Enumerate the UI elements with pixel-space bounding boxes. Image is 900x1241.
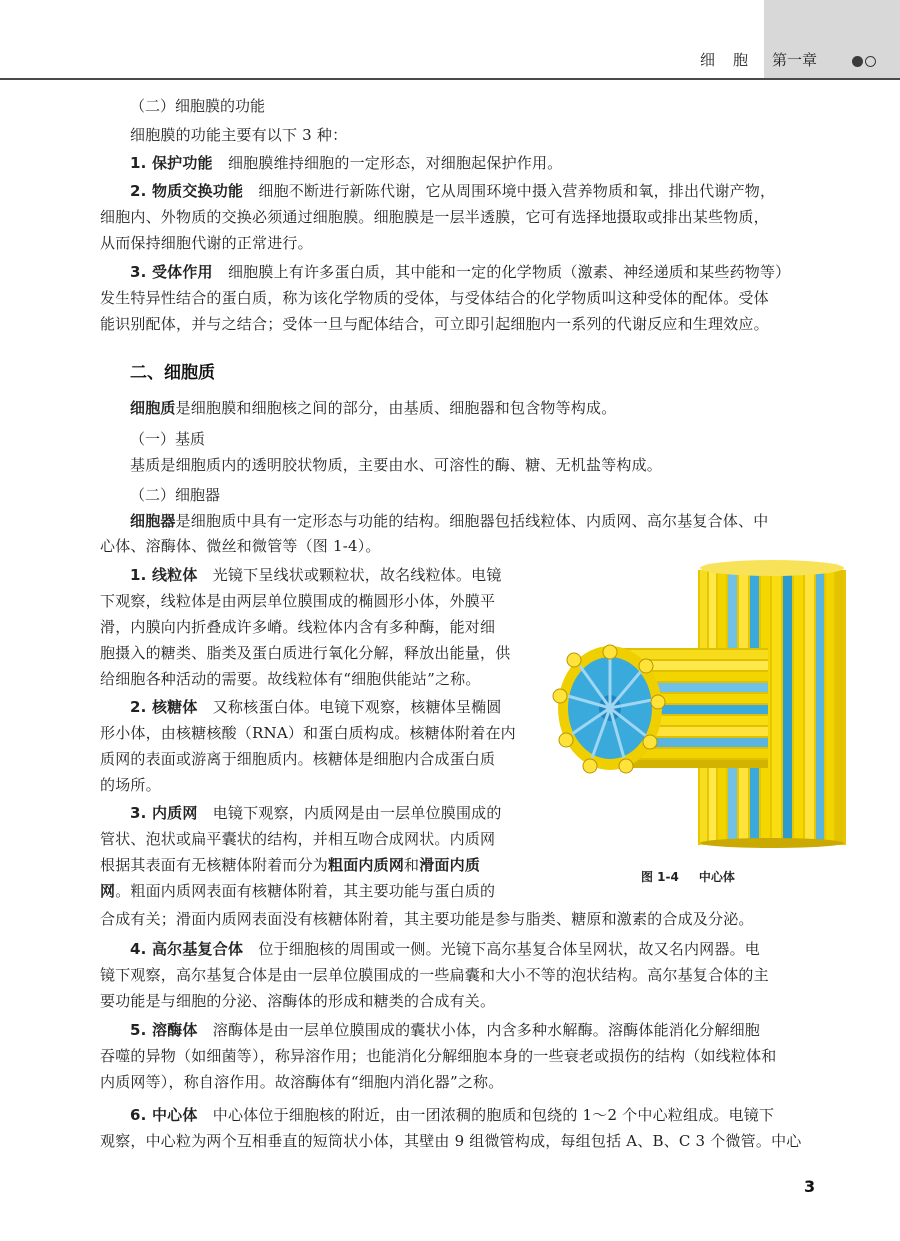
- exchange-text-1: 细胞不断进行新陈代谢，它从周围环境中摄入营养物质和氧，排出代谢产物，: [258, 182, 776, 200]
- cytoplasm-intro-text: 是细胞膜和细胞核之间的部分，由基质、细胞器和包含物等构成。: [175, 399, 617, 417]
- mitochondria-text-1: 光镜下呈线状或颗粒状，故名线粒体。电镜: [212, 566, 502, 584]
- golgi-title: 4. 高尔基复合体: [130, 940, 244, 958]
- centrosome-text-2: 观察，中心粒为两个互相垂直的短筒状小体，其壁由 9 组微管构成，每组包括 A、B、C 3 个微管。中心: [100, 1132, 802, 1150]
- exchange-paragraph: [130, 182, 850, 200]
- er-and: 和: [404, 856, 420, 874]
- filled-dot-icon: [852, 56, 863, 67]
- golgi-text-1: 位于细胞核的周围或一侧。光镜下高尔基复合体呈网状，故又名内网器。电: [258, 940, 760, 958]
- chapter-dots-icon: [852, 51, 878, 70]
- golgi-paragraph: [130, 940, 850, 958]
- exchange-title: 2. 物质交换功能: [130, 182, 244, 200]
- ribosome-text-4: 的场所。: [100, 776, 161, 794]
- matrix-text: 基质是细胞质内的透明胶状物质，主要由水、可溶性的酶、糖、无机盐等构成。: [130, 456, 663, 474]
- ribosome-text-2: 形小体，由核糖核酸（RNA）和蛋白质构成。核糖体附着在内: [100, 724, 516, 742]
- hollow-dot-icon: [865, 56, 876, 67]
- mitochondria-text-2: 下观察，线粒体是由两层单位膜围成的椭圆形小体，外膜平: [100, 592, 496, 610]
- membrane-function-heading: （二）细胞膜的功能: [130, 97, 266, 115]
- mitochondria-paragraph: [130, 566, 560, 584]
- er-text-2: 管状、泡状或扁平囊状的结构，并相互吻合成网状。内质网: [100, 830, 496, 848]
- lysosome-title: 5. 溶酶体: [130, 1021, 198, 1039]
- organelle-intro-line-2: 心体、溶酶体、微丝和微管等（图 1-4）。: [100, 537, 381, 555]
- organelle-intro-text: 是细胞质中具有一定形态与功能的结构。细胞器包括线粒体、内质网、高尔基复合体、中: [175, 512, 769, 530]
- er-paragraph: [130, 804, 560, 822]
- lysosome-text-2: 吞噬的异物（如细菌等），称异溶作用；也能消化分解细胞本身的一些衰老或损伤的结构（如线粒体和: [100, 1047, 777, 1065]
- er-title: 3. 内质网: [130, 804, 198, 822]
- receptor-title: 3. 受体作用: [130, 263, 213, 281]
- cytoplasm-intro: [130, 399, 850, 417]
- smooth-er-term: 滑面内质: [419, 856, 481, 874]
- protection-title: 1. 保护功能: [130, 154, 213, 172]
- membrane-function-intro: 细胞膜的功能主要有以下 3 种：: [130, 126, 348, 144]
- mitochondria-text-4: 胞摄入的糖类、脂类及蛋白质进行氧化分解，释放出能量，供: [100, 644, 511, 662]
- receptor-text-3: 能识别配体，并与之结合；受体一旦与配体结合，可立即引起细胞内一系列的代谢反应和生理效应。: [100, 315, 769, 333]
- ribosome-title: 2. 核糖体: [130, 698, 198, 716]
- er-text-4-rest: 。粗面内质网表面有核糖体附着，其主要功能与蛋白质的: [115, 882, 496, 900]
- centrosome-illustration: [548, 560, 848, 850]
- section-name: 细胞: [700, 51, 767, 69]
- figure-number: 图 1-4: [641, 870, 679, 884]
- figure-title: 中心体: [698, 870, 735, 884]
- matrix-heading: （一）基质: [130, 430, 206, 448]
- exchange-text-3: 从而保持细胞代谢的正常进行。: [100, 234, 313, 252]
- protection-paragraph: [130, 154, 850, 172]
- cytoplasm-heading: 二、细胞质: [130, 363, 215, 383]
- centrosome-paragraph: [130, 1106, 850, 1124]
- page-header: [0, 0, 900, 80]
- golgi-text-3: 要功能是与细胞的分泌、溶酶体的形成和糖类的合成有关。: [100, 992, 496, 1010]
- ribosome-text-3: 质网的表面或游离于细胞质内。核糖体是细胞内合成蛋白质: [100, 750, 496, 768]
- chapter-name: 第一章: [772, 51, 818, 69]
- mitochondria-text-5: 给细胞各种活动的需要。故线粒体有“细胞供能站”之称。: [100, 670, 481, 688]
- page-number: 3: [804, 1177, 816, 1196]
- exchange-text-2: 细胞内、外物质的交换必须通过细胞膜。细胞膜是一层半透膜，它可有选择地摄取或排出某些物质，: [100, 208, 769, 226]
- lysosome-paragraph: [130, 1021, 850, 1039]
- smooth-er-term-end: 网: [100, 882, 116, 900]
- figure-caption: [641, 868, 735, 885]
- lysosome-text-1: 溶酶体是由一层单位膜围成的囊状小体，内含多种水解酶。溶酶体能消化分解细胞: [212, 1021, 760, 1039]
- receptor-paragraph: [130, 263, 850, 281]
- protection-text: 细胞膜维持细胞的一定形态，对细胞起保护作用。: [227, 154, 563, 172]
- er-text-4: [100, 882, 530, 900]
- cytoplasm-term: 细胞质: [130, 399, 176, 417]
- rough-er-term: 粗面内质网: [328, 856, 405, 874]
- er-text-1: 电镜下观察，内质网是由一层单位膜围成的: [212, 804, 502, 822]
- er-text-3: [100, 856, 530, 874]
- ribosome-paragraph: [130, 698, 560, 716]
- receptor-text-2: 发生特异性结合的蛋白质，称为该化学物质的受体，与受体结合的化学物质叫这种受体的配体。受体: [100, 289, 769, 307]
- organelle-intro: [130, 512, 850, 530]
- golgi-text-2: 镜下观察，高尔基复合体是由一层单位膜围成的一些扁囊和大小不等的泡状结构。高尔基复合体的主: [100, 966, 769, 984]
- organelle-heading: （二）细胞器: [130, 486, 221, 504]
- header-rule: [0, 78, 900, 80]
- er-text-3-pre: 根据其表面有无核糖体附着而分为: [100, 856, 329, 874]
- centrosome-title: 6. 中心体: [130, 1106, 198, 1124]
- receptor-text-1: 细胞膜上有许多蛋白质，其中能和一定的化学物质（激素、神经递质和某些药物等）: [227, 263, 791, 281]
- mitochondria-text-3: 滑，内膜向内折叠成许多嵴。线粒体内含有多种酶，能对细: [100, 618, 496, 636]
- mitochondria-title: 1. 线粒体: [130, 566, 198, 584]
- lysosome-text-3: 内质网等），称自溶作用。故溶酶体有“细胞内消化器”之称。: [100, 1073, 504, 1091]
- ribosome-text-1: 又称核蛋白体。电镜下观察，核糖体呈椭圆: [212, 698, 502, 716]
- centrosome-text-1: 中心体位于细胞核的附近，由一团浓稠的胞质和包绕的 1～2 个中心粒组成。电镜下: [212, 1106, 775, 1124]
- er-text-5: 合成有关；滑面内质网表面没有核糖体附着，其主要功能是参与脂类、糖原和激素的合成及分泌。: [100, 910, 754, 928]
- organelle-term: 细胞器: [130, 512, 176, 530]
